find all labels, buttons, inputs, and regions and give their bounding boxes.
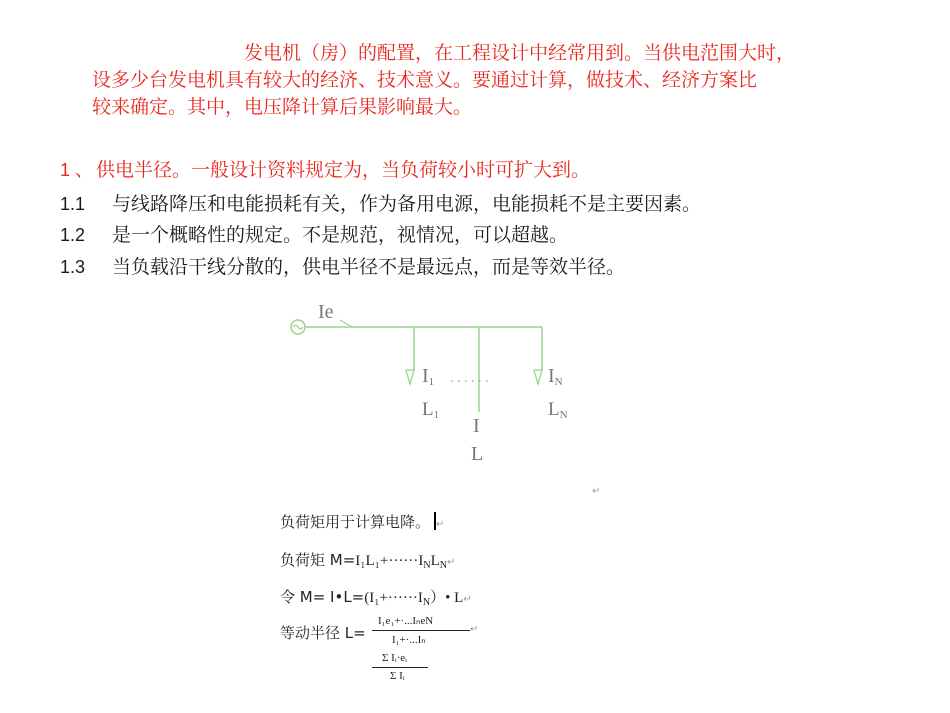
- item-1-number: 1 、: [60, 160, 94, 180]
- item-1-2: [60, 222, 568, 248]
- formula-line-2: 负荷矩 $M=I_1L_1+\cdot\cdot\cdot\cdot\cdot\cdot I_NL_N↵$: [280, 551, 456, 571]
- label-ie: Ie: [318, 301, 334, 323]
- paragraph-mark: ↵: [592, 486, 601, 497]
- label-in: IN: [548, 365, 563, 388]
- item-1-2-number: 1.2: [60, 225, 86, 245]
- item-1-3: [60, 254, 625, 280]
- item-1-2-text: 是一个概略性的规定。不是规范，视情况，可以超越。: [112, 224, 569, 246]
- formula-line-1: 负荷矩用于计算电降。 ↵: [280, 513, 445, 531]
- paragraph-mark: ↵: [470, 624, 479, 635]
- formula-line-4-label: 等动半径 L=: [280, 624, 366, 642]
- intro-line-3: 较来确定。其中，电压降计算后果影响最大。: [92, 96, 473, 118]
- item-1-1: [60, 191, 701, 217]
- label-i1: I1: [422, 365, 435, 388]
- formula-4-numerator: I₁e₁+·...IₙeN: [378, 615, 434, 627]
- formula-5-denominator: Σ Iᵢ: [390, 670, 405, 682]
- item-1-1-text: 与线路降压和电能损耗有关，作为备用电源，电能损耗不是主要因素。: [112, 193, 702, 215]
- formula-4-denominator: I₁+·...Iₙ: [392, 634, 426, 646]
- feeder-diagram: [280, 290, 620, 470]
- generator-symbol: [291, 320, 305, 334]
- formula-4-fraction-bar: [372, 630, 470, 631]
- formula-5-numerator: Σ Iᵢ·eᵢ: [382, 652, 407, 664]
- item-1-text: 供电半径。一般设计资料规定为，当负荷较小时可扩大到。: [96, 159, 591, 181]
- item-1-3-text: 当负载沿干线分散的，供电半径不是最远点，而是等效半径。: [112, 256, 626, 278]
- label-dots: . . . . . .: [450, 371, 489, 386]
- intro-line-2: 设多少台发电机具有较大的经济、技术意义。要通过计算，做技术、经济方案比: [92, 69, 758, 91]
- formula-line-3: 令 $M= I•L=(I_1+\cdot\cdot\cdot\cdot\cdot\cdot I_N)•$ L↵: [280, 588, 472, 608]
- intro-line-1: 发电机（房）的配置，在工程设计中经常用到。当供电范围大时，: [244, 42, 796, 64]
- label-l1: L1: [422, 399, 440, 421]
- label-i-mid: I: [473, 415, 480, 437]
- intro-paragraph: [92, 40, 892, 121]
- label-ln: LN: [548, 399, 568, 421]
- formula-5-fraction-bar: [372, 667, 428, 668]
- item-1-3-number: 1.3: [60, 257, 86, 277]
- item-1: [60, 157, 590, 183]
- label-l-mid: L: [471, 443, 484, 465]
- item-1-1-number: 1.1: [60, 194, 86, 214]
